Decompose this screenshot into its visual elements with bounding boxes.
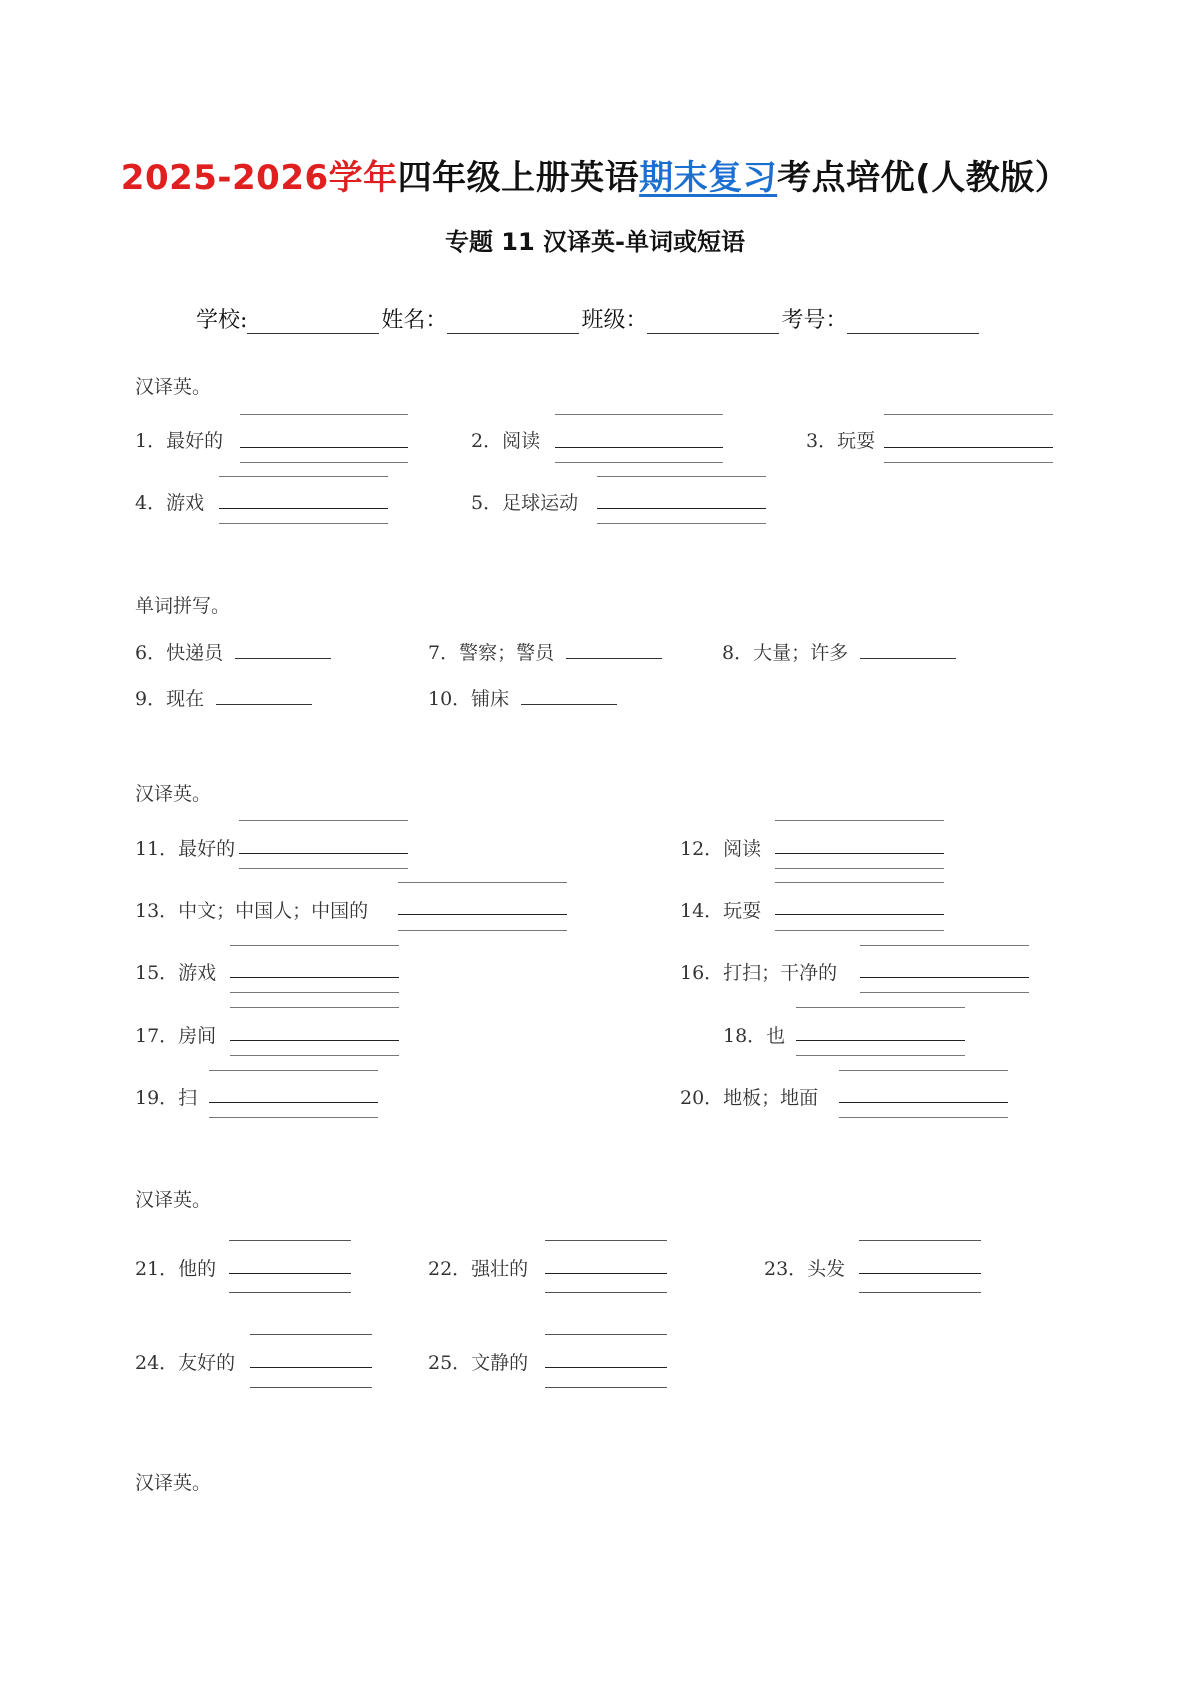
answer-line	[545, 1334, 667, 1335]
question-19-label: 19．扫	[135, 1087, 198, 1109]
answer-line	[775, 930, 944, 931]
answer-line	[229, 1240, 351, 1241]
answer-line[interactable]	[775, 853, 944, 854]
answer-line	[775, 882, 944, 883]
answer-line[interactable]	[398, 914, 567, 915]
question-21-label: 21．他的	[135, 1258, 217, 1280]
title-year: 2025-2026	[120, 158, 329, 198]
answer-line[interactable]	[839, 1102, 1008, 1103]
answer-line	[545, 1387, 667, 1388]
answer-line	[839, 1070, 1008, 1071]
title-highlight: 期末复习	[639, 158, 778, 198]
answer-line[interactable]	[240, 447, 408, 448]
answer-line	[239, 868, 408, 869]
answer-line[interactable]	[860, 640, 956, 659]
answer-line	[545, 1292, 667, 1293]
answer-line[interactable]	[235, 640, 331, 659]
question-7-label: 7．警察；警员	[428, 642, 555, 664]
answer-line	[839, 1117, 1008, 1118]
answer-line[interactable]	[860, 977, 1029, 978]
title-part3: 考点培优(人教版）	[777, 158, 1070, 198]
question-6-label: 6．快递员	[135, 642, 224, 664]
answer-line	[398, 930, 567, 931]
title-part1: 学年	[328, 158, 398, 198]
question-10-label: 10．铺床	[428, 688, 510, 710]
question-4-label: 4．游戏	[135, 492, 205, 514]
answer-line	[230, 945, 399, 946]
question-10	[428, 684, 617, 711]
section-1-heading: 汉译英。	[135, 376, 212, 398]
answer-line	[398, 882, 567, 883]
question-8	[722, 638, 956, 665]
question-22-label: 22．强壮的	[428, 1258, 529, 1280]
answer-line	[250, 1387, 372, 1388]
answer-line[interactable]	[230, 1040, 399, 1041]
answer-line[interactable]	[209, 1102, 378, 1103]
name-field[interactable]	[447, 311, 579, 334]
name-label: 姓名：	[381, 308, 448, 333]
document-subtitle: 专题 11 汉译英-单词或短语	[444, 228, 746, 256]
question-20-label: 20．地板；地面	[680, 1087, 819, 1109]
answer-line	[555, 462, 723, 463]
answer-line	[230, 1055, 399, 1056]
answer-line	[775, 868, 944, 869]
answer-line	[884, 462, 1053, 463]
question-14-label: 14．玩耍	[680, 900, 762, 922]
answer-line[interactable]	[884, 447, 1053, 448]
answer-line[interactable]	[250, 1367, 372, 1368]
answer-line	[597, 523, 766, 524]
question-9	[135, 684, 312, 711]
question-16-label: 16．打扫；干净的	[680, 962, 838, 984]
answer-line[interactable]	[230, 977, 399, 978]
answer-line[interactable]	[859, 1273, 981, 1274]
answer-line[interactable]	[219, 508, 388, 509]
answer-line	[859, 1240, 981, 1241]
question-5-label: 5．足球运动	[471, 492, 579, 514]
question-12-label: 12．阅读	[680, 838, 762, 860]
answer-line[interactable]	[545, 1273, 667, 1274]
question-17-label: 17．房间	[135, 1025, 217, 1047]
school-label: 学校:	[196, 308, 248, 333]
answer-line[interactable]	[555, 447, 723, 448]
question-9-label: 9．现在	[135, 688, 205, 710]
question-1-label: 1．最好的	[135, 430, 224, 452]
answer-line	[240, 414, 408, 415]
answer-line[interactable]	[796, 1040, 965, 1041]
question-6	[135, 638, 331, 665]
answer-line[interactable]	[216, 686, 312, 705]
answer-line	[219, 523, 388, 524]
question-25-label: 25．文静的	[428, 1352, 529, 1374]
question-11-label: 11．最好的	[135, 838, 236, 860]
section-5-heading: 汉译英。	[135, 1472, 212, 1494]
answer-line[interactable]	[229, 1273, 351, 1274]
answer-line[interactable]	[521, 686, 617, 705]
question-18-label: 18．也	[723, 1025, 786, 1047]
answer-line[interactable]	[545, 1367, 667, 1368]
student-info-row	[196, 303, 981, 334]
answer-line	[859, 1292, 981, 1293]
question-23-label: 23．头发	[764, 1258, 846, 1280]
title-part2: 四年级上册英语	[397, 158, 640, 198]
answer-line	[209, 1117, 378, 1118]
question-3-label: 3．玩耍	[806, 430, 876, 452]
question-8-label: 8．大量；许多	[722, 642, 849, 664]
answer-line[interactable]	[775, 914, 944, 915]
answer-line	[209, 1070, 378, 1071]
section-4-heading: 汉译英。	[135, 1189, 212, 1211]
question-2-label: 2．阅读	[471, 430, 541, 452]
class-field[interactable]	[647, 311, 779, 334]
document-title	[0, 150, 1190, 199]
answer-line	[555, 414, 723, 415]
answer-line	[860, 992, 1029, 993]
school-field[interactable]	[247, 311, 379, 334]
question-13-label: 13．中文；中国人；中国的	[135, 900, 369, 922]
answer-line	[796, 1007, 965, 1008]
answer-line[interactable]	[566, 640, 662, 659]
answer-line	[230, 1007, 399, 1008]
exam-no-field[interactable]	[847, 311, 979, 334]
section-3-heading: 汉译英。	[135, 783, 212, 805]
question-15-label: 15．游戏	[135, 962, 217, 984]
section-2-heading: 单词拼写。	[135, 595, 231, 617]
answer-line[interactable]	[597, 508, 766, 509]
question-7	[428, 638, 662, 665]
answer-line	[775, 820, 944, 821]
answer-line	[884, 414, 1053, 415]
answer-line	[796, 1055, 965, 1056]
answer-line	[597, 476, 766, 477]
answer-line[interactable]	[239, 853, 408, 854]
answer-line	[240, 462, 408, 463]
answer-line	[250, 1334, 372, 1335]
class-label: 班级：	[581, 308, 648, 333]
answer-line	[229, 1292, 351, 1293]
exam-no-label: 考号：	[781, 308, 848, 333]
answer-line	[860, 945, 1029, 946]
question-24-label: 24．友好的	[135, 1352, 236, 1374]
answer-line	[545, 1240, 667, 1241]
answer-line	[239, 820, 408, 821]
answer-line	[219, 476, 388, 477]
answer-line	[230, 992, 399, 993]
